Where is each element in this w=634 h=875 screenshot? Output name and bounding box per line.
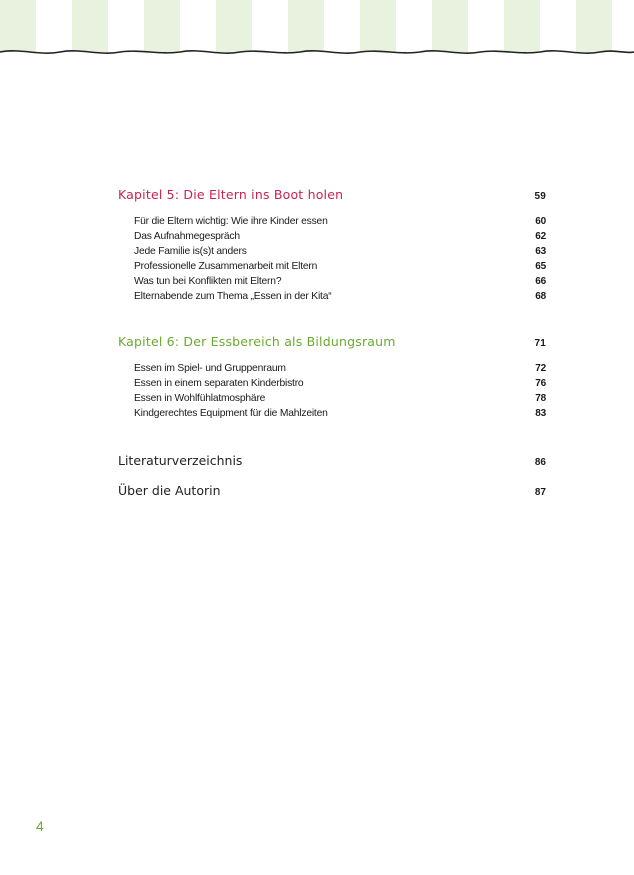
entry-page-number: 63	[535, 246, 546, 257]
entry-title: Elternabende zum Thema „Essen in der Kita“	[134, 291, 332, 302]
toc-entry[interactable]	[134, 361, 546, 376]
toc-entry[interactable]	[134, 274, 546, 289]
entry-page-number: 65	[535, 261, 546, 272]
chapter-entries	[134, 214, 546, 304]
entry-title: Jede Familie is(s)t anders	[134, 246, 247, 257]
entry-page-number: 78	[535, 393, 546, 404]
entry-page-number: 76	[535, 378, 546, 389]
back-matter-page-number: 87	[534, 487, 546, 498]
header-wavy-line	[0, 44, 634, 58]
toc-entry[interactable]	[134, 391, 546, 406]
entry-title: Für die Eltern wichtig: Wie ihre Kinder essen	[134, 216, 328, 227]
header-decoration	[0, 0, 634, 58]
toc-entry[interactable]	[134, 376, 546, 391]
entry-title: Kindgerechtes Equipment für die Mahlzeiten	[134, 408, 328, 419]
entry-title: Essen in einem separaten Kinderbistro	[134, 378, 304, 389]
back-matter-title: Literaturverzeichnis	[118, 453, 243, 468]
entry-page-number: 72	[535, 363, 546, 374]
toc-entry[interactable]	[134, 229, 546, 244]
toc-back-matter-entry[interactable]	[118, 453, 546, 468]
back-matter-title: Über die Autorin	[118, 483, 221, 498]
chapter-title: Kapitel 6: Der Essbereich als Bildungsraum	[118, 334, 396, 349]
toc-entry[interactable]	[134, 214, 546, 229]
back-matter-page-number: 86	[534, 457, 546, 468]
entry-page-number: 60	[535, 216, 546, 227]
chapter-heading[interactable]	[118, 187, 546, 202]
entry-page-number: 66	[535, 276, 546, 287]
entry-title: Das Aufnahmegespräch	[134, 231, 240, 242]
chapter-page-number: 59	[534, 191, 546, 202]
toc-entry[interactable]	[134, 406, 546, 421]
toc-back-matter-entry[interactable]	[118, 483, 546, 498]
table-of-contents	[118, 187, 546, 498]
chapter-heading[interactable]	[118, 334, 546, 349]
toc-entry[interactable]	[134, 289, 546, 304]
entry-title: Essen in Wohlfühlatmosphäre	[134, 393, 266, 404]
page-number: 4	[36, 818, 44, 834]
toc-entry[interactable]	[134, 259, 546, 274]
chapter-page-number: 71	[534, 338, 546, 349]
entry-page-number: 83	[535, 408, 546, 419]
entry-page-number: 68	[535, 291, 546, 302]
chapter-entries	[134, 361, 546, 421]
chapter-5-section	[118, 187, 546, 304]
entry-title: Was tun bei Konflikten mit Eltern?	[134, 276, 282, 287]
entry-title: Essen im Spiel- und Gruppenraum	[134, 363, 286, 374]
entry-page-number: 62	[535, 231, 546, 242]
toc-entry[interactable]	[134, 244, 546, 259]
chapter-6-section	[118, 334, 546, 421]
entry-title: Professionelle Zusammenarbeit mit Eltern	[134, 261, 318, 272]
chapter-title: Kapitel 5: Die Eltern ins Boot holen	[118, 187, 344, 202]
